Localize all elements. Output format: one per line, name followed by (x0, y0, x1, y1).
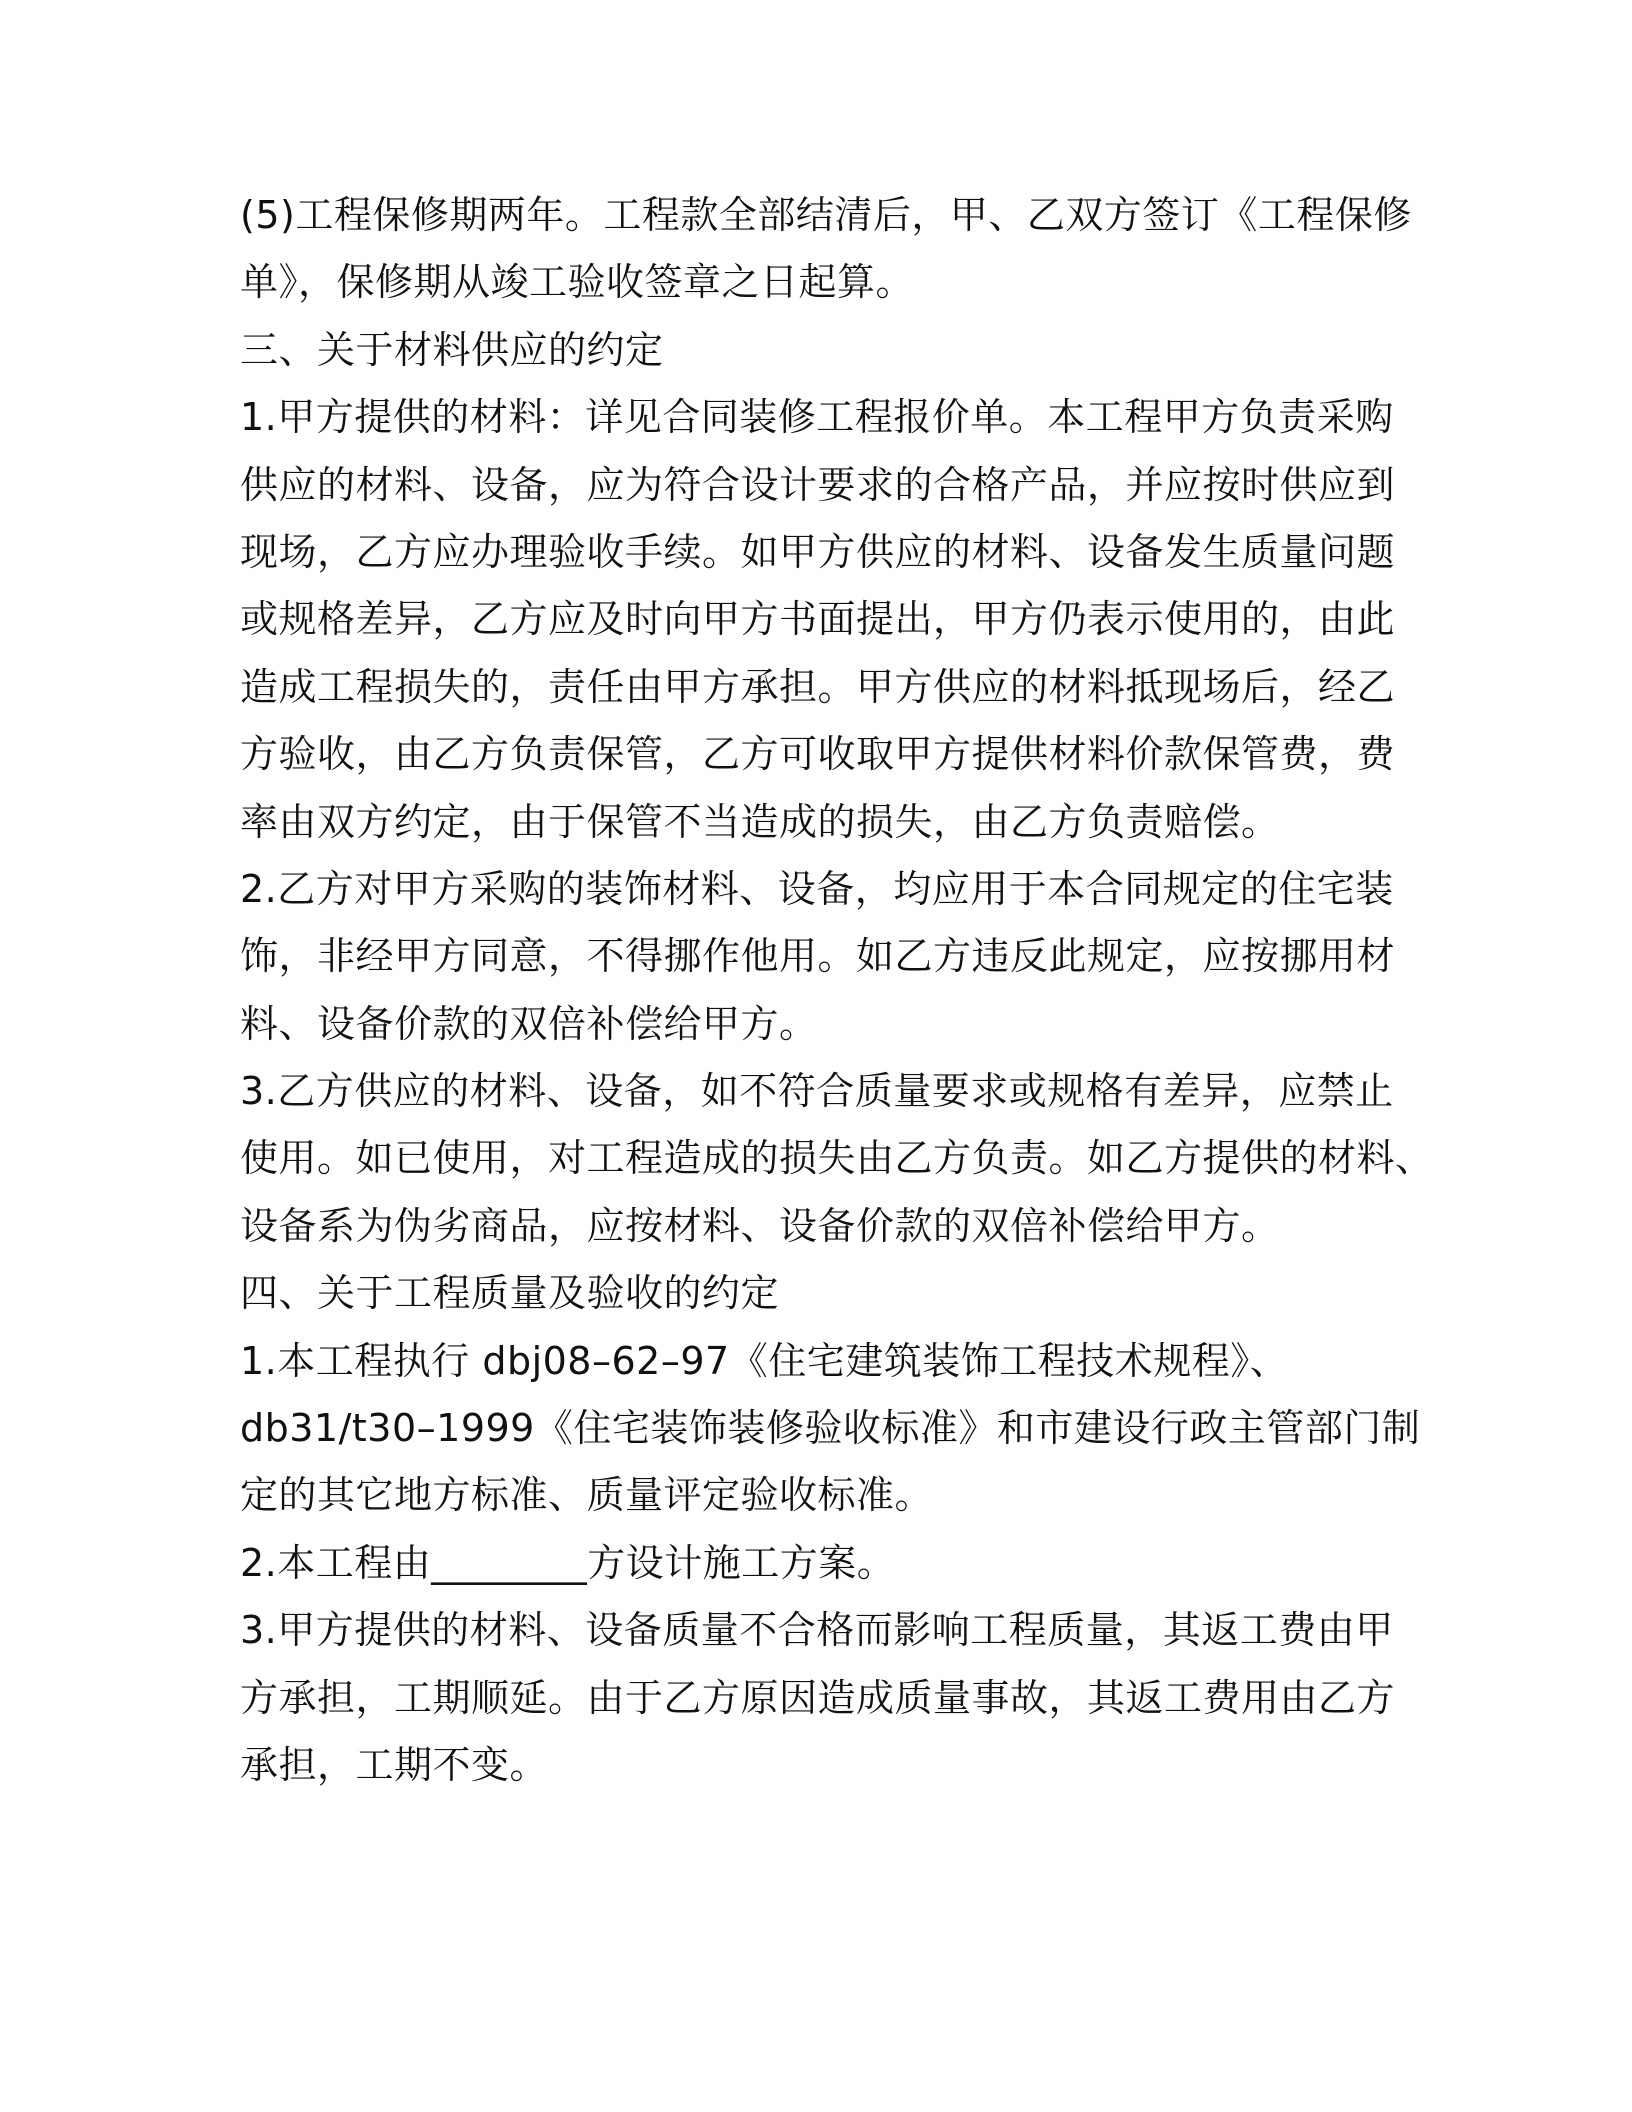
text-line: 单》，保修期从竣工验收签章之日起算。 (240, 260, 915, 305)
text-line: 料、设备价款的双倍补偿给甲方。 (240, 1001, 818, 1046)
text-line: 或规格差异，乙方应及时向甲方书面提出，甲方仍表示使用的，由此 (240, 597, 1396, 642)
text-line: (5)工程保修期两年。工程款全部结清后，甲、乙双方签订《工程保修 (240, 193, 1412, 237)
text-line: db31/t30–1999《住宅装饰装修验收标准》和市建设行政主管部门制 (240, 1406, 1421, 1451)
text-line: 2.乙方对甲方采购的装饰材料、设备，均应用于本合同规定的住宅装 (240, 866, 1394, 911)
text-line: 定的其它地方标准、质量评定验收标准。 (240, 1473, 934, 1518)
text-line: 3.乙方供应的材料、设备，如不符合质量要求或规格有差异，应禁止 (240, 1069, 1394, 1114)
text-line: 供应的材料、设备，应为符合设计要求的合格产品，并应按时供应到 (240, 462, 1396, 507)
text-line: 1.甲方提供的材料：详见合同装修工程报价单。本工程甲方负责采购 (240, 395, 1394, 440)
text-line: 方验收，由乙方负责保管，乙方可收取甲方提供材料价款保管费，费 (240, 732, 1396, 777)
section-heading: 四、关于工程质量及验收的约定 (240, 1271, 780, 1316)
text-line: 造成工程损失的，责任由甲方承担。甲方供应的材料抵现场后，经乙 (240, 664, 1396, 709)
text-line: 饰，非经甲方同意，不得挪作他用。如乙方违反此规定，应按挪用材 (240, 934, 1396, 979)
text-line: 使用。如已使用，对工程造成的损失由乙方负责。如乙方提供的材料、 (240, 1136, 1434, 1181)
text-line: 设备系为伪劣商品，应按材料、设备价款的双倍补偿给甲方。 (240, 1203, 1280, 1248)
text-line: 1.本工程执行 dbj08–62–97《住宅建筑装饰工程技术规程》、 (240, 1338, 1289, 1383)
text-line: 率由双方约定，由于保管不当造成的损失，由乙方负责赔偿。 (240, 799, 1280, 844)
document-body (240, 182, 1434, 1799)
text-line: 现场，乙方应办理验收手续。如甲方供应的材料、设备发生质量问题 (240, 529, 1396, 574)
section-heading: 三、关于材料供应的约定 (240, 327, 664, 372)
text-line: 3.甲方提供的材料、设备质量不合格而影响工程质量，其返工费由甲 (240, 1608, 1394, 1653)
text-line: 方承担，工期顺延。由于乙方原因造成质量事故，其返工费用由乙方 (240, 1675, 1396, 1720)
text-line: 承担，工期不变。 (240, 1742, 549, 1787)
text-line: 2.本工程由________方设计施工方案。 (240, 1540, 896, 1585)
